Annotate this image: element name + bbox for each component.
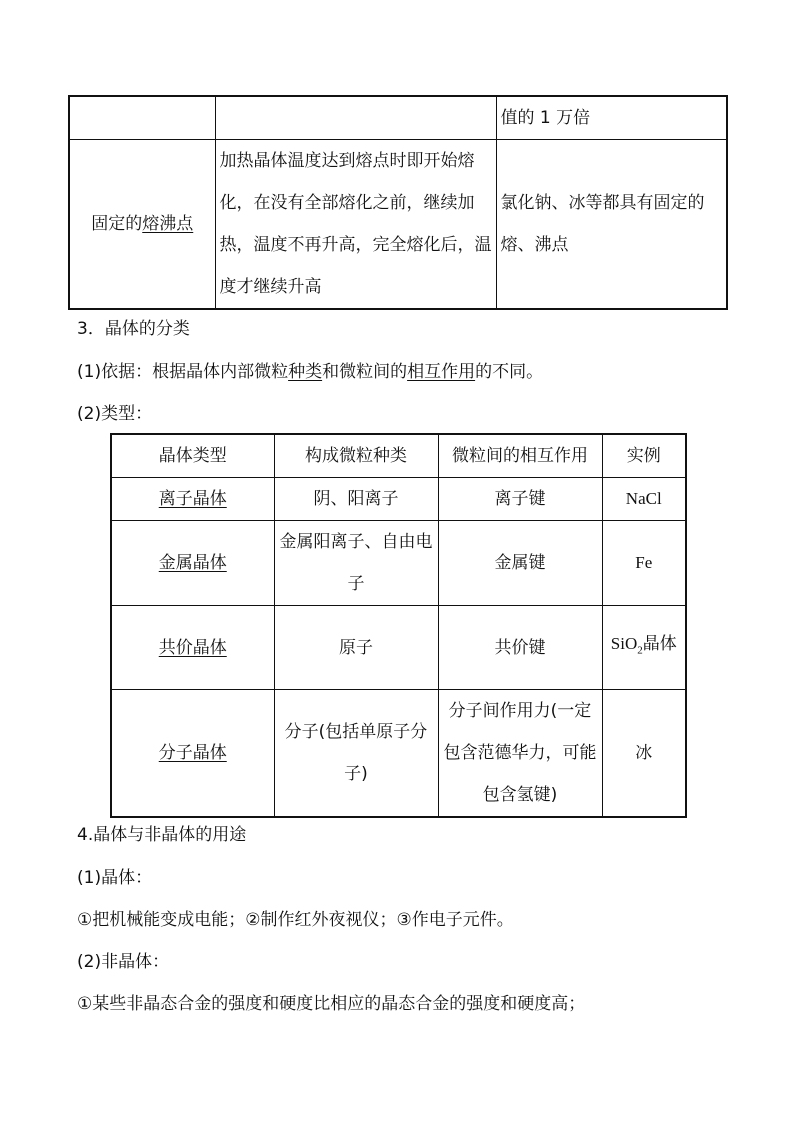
underlined-term: 共价晶体 (158, 637, 227, 658)
amorphous-uses: ①某些非晶态合金的强度和硬度比相应的晶态合金的强度和硬度高； (77, 994, 586, 1014)
type-cell (111, 521, 274, 606)
example-cell: NaCl (602, 478, 686, 521)
types-label: (2)类型： (77, 404, 153, 424)
table-row (111, 606, 686, 690)
underlined-term: 种类 (288, 362, 323, 382)
table-cell (215, 96, 496, 140)
formula-text: SiO (610, 634, 638, 654)
cell-text: 晶体 (642, 634, 677, 655)
header-cell: 构成微粒种类 (274, 434, 438, 478)
underlined-term: 金属晶体 (158, 553, 227, 573)
amorphous-label: (2)非晶体： (77, 952, 170, 972)
type-cell (111, 478, 274, 521)
section-heading: 3．晶体的分类 (77, 319, 190, 339)
crystal-uses: ①把机械能变成电能；②制作红外夜视仪；③作电子元件。 (77, 910, 514, 930)
properties-table (68, 95, 728, 310)
particles-cell: 分子(包括单原子分子) (274, 690, 438, 818)
text-segment: (1)依据：根据晶体内部微粒 (77, 362, 289, 382)
type-cell (111, 606, 274, 690)
example-cell: Fe (602, 521, 686, 606)
section-heading: 4.晶体与非晶体的用途 (77, 825, 247, 845)
interaction-cell: 金属键 (438, 521, 602, 606)
header-cell: 微粒间的相互作用 (438, 434, 602, 478)
text-segment: 和微粒间的 (322, 362, 408, 382)
underlined-term: 熔沸点 (142, 214, 194, 234)
underlined-term: 相互作用 (407, 362, 476, 382)
underlined-term: 离子晶体 (158, 489, 227, 509)
cell-text: 值的 1 万倍 (500, 108, 591, 128)
particles-cell: 金属阳离子、自由电子 (274, 521, 438, 606)
type-cell (111, 690, 274, 818)
table-cell (69, 96, 215, 140)
example-cell (602, 606, 686, 690)
table-header-row (111, 434, 686, 478)
interaction-cell: 离子键 (438, 478, 602, 521)
table-cell (496, 96, 727, 140)
interaction-cell: 共价键 (438, 606, 602, 690)
particles-cell: 阴、阳离子 (274, 478, 438, 521)
classification-basis (77, 358, 543, 386)
property-description-cell: 加热晶体温度达到熔点时即开始熔化，在没有全部熔化之前，继续加热，温度不再升高，完全熔化后，温度才继续升高 (215, 140, 496, 310)
cell-text: 固定的 (91, 214, 143, 234)
example-cell: 冰 (602, 690, 686, 818)
table-row (69, 96, 727, 140)
table-row (69, 140, 727, 310)
table-row (111, 478, 686, 521)
interaction-cell: 分子间作用力(一定包含范德华力，可能包含氢键) (438, 690, 602, 818)
header-cell: 实例 (602, 434, 686, 478)
header-cell: 晶体类型 (111, 434, 274, 478)
table-row (111, 521, 686, 606)
formula-subscript: 2 (637, 644, 643, 657)
particles-cell: 原子 (274, 606, 438, 690)
property-example-cell: 氯化钠、冰等都具有固定的熔、沸点 (496, 140, 727, 310)
underlined-term: 分子晶体 (158, 743, 227, 763)
crystal-types-table (110, 433, 687, 818)
table-row (111, 690, 686, 818)
text-segment: 的不同。 (475, 362, 544, 382)
crystal-label: (1)晶体： (77, 868, 153, 888)
property-name-cell (69, 140, 215, 310)
